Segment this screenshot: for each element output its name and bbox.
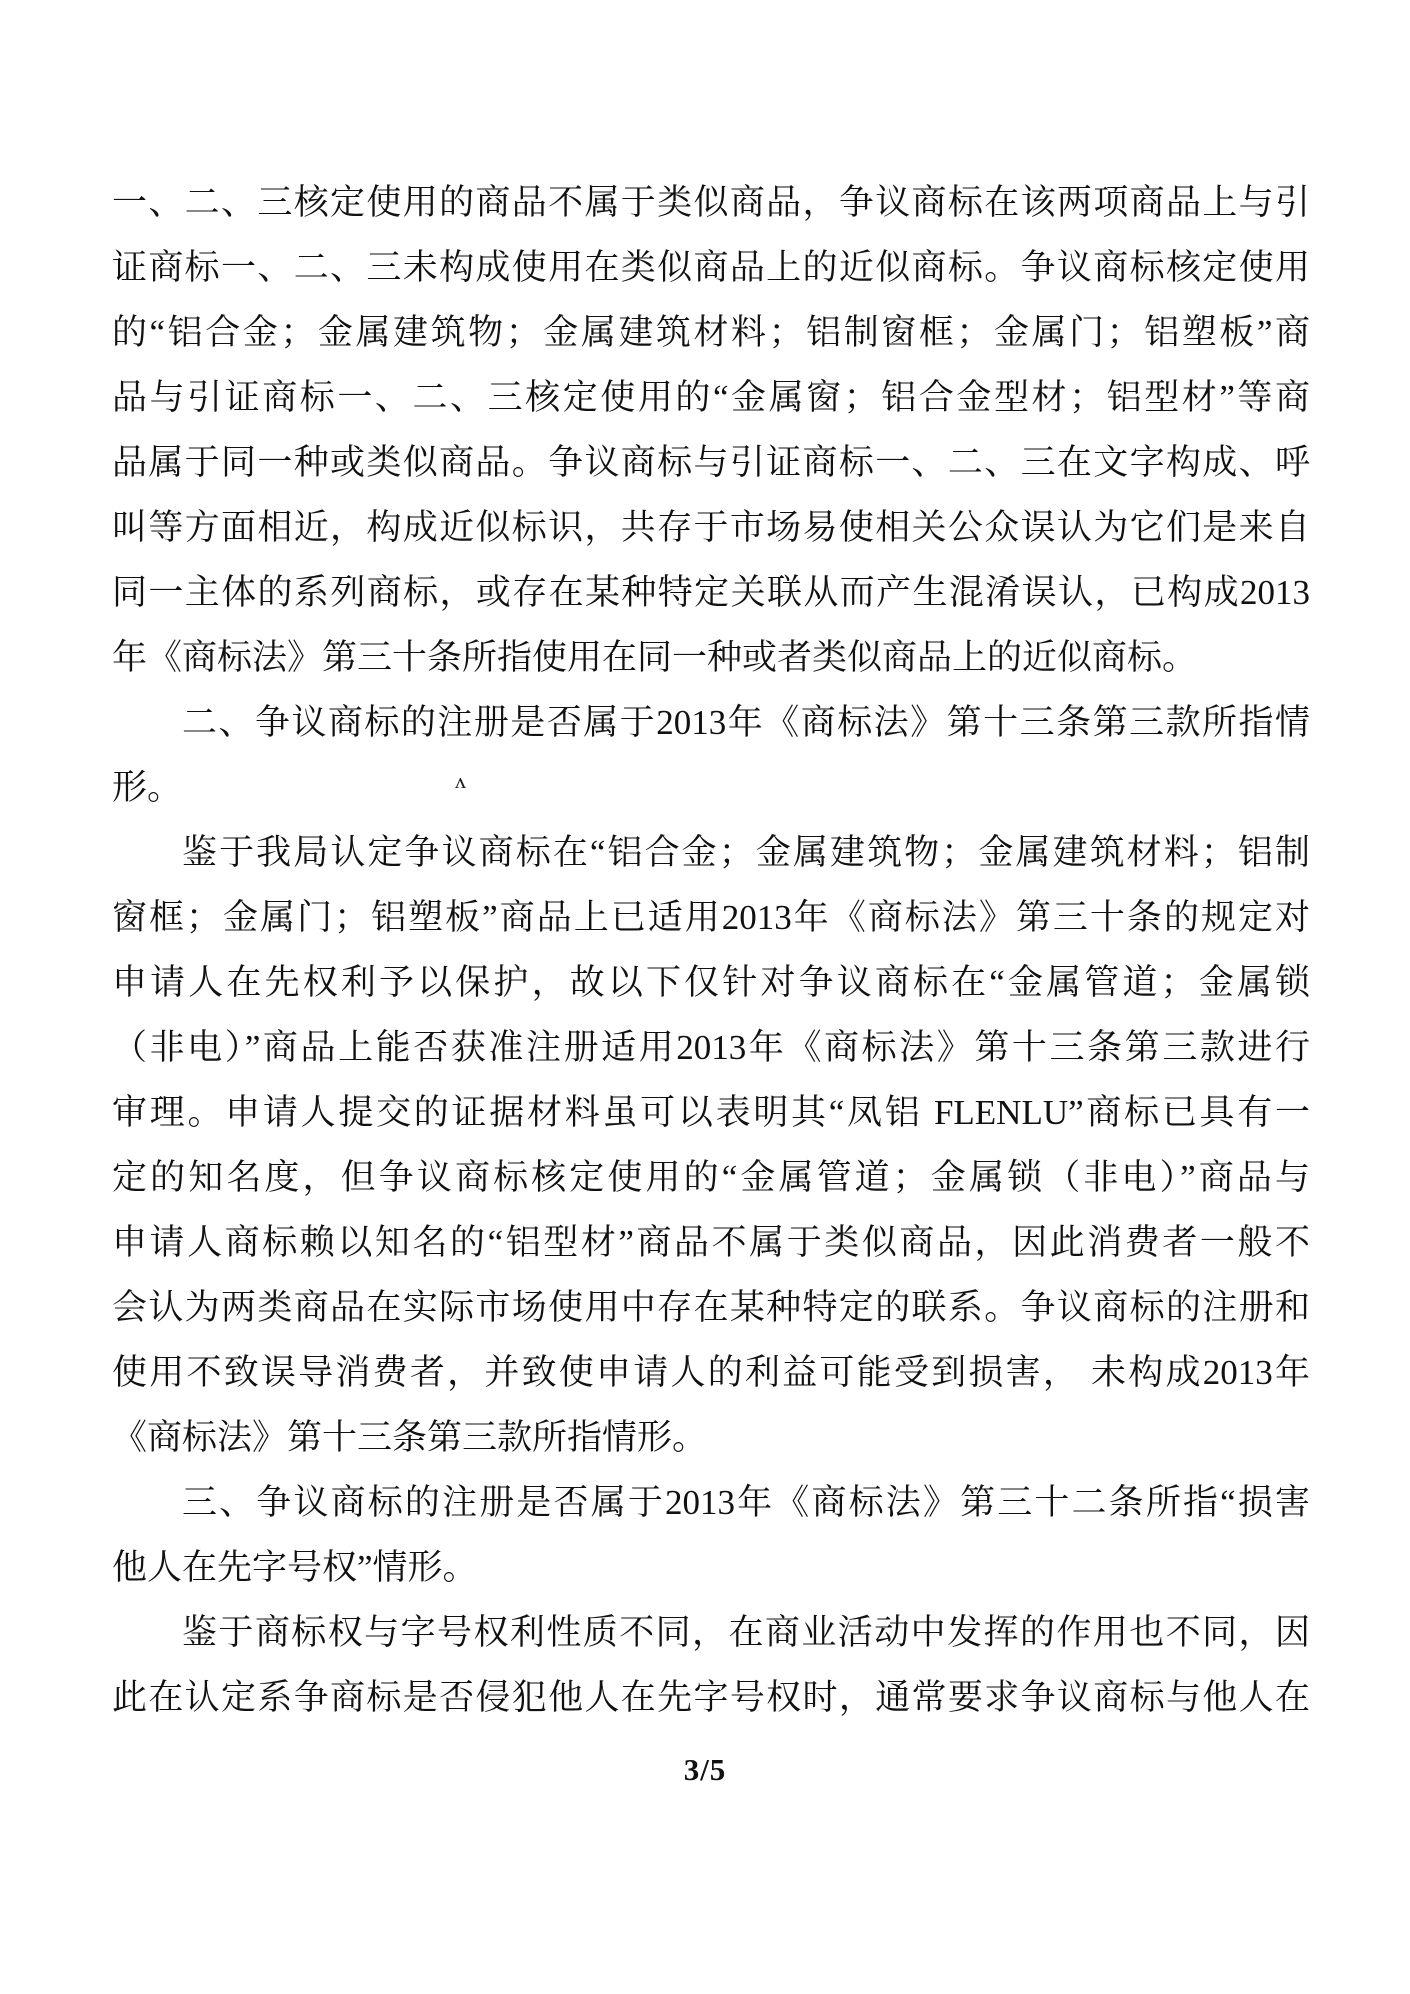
text-line: 申请人商标赖以知名的“铝型材”商品不属于类似商品，因此消费者一般不	[112, 1223, 1310, 1262]
text-line: 证商标一、二、三未构成使用在类似商品上的近似商标。争议商标核定使用	[112, 248, 1310, 287]
text-line: 叫等方面相近，构成近似标识，共存于市场易使相关公众误认为它们是来自	[112, 508, 1310, 547]
text-line: 一、二、三核定使用的商品不属于类似商品，争议商标在该两项商品上与引	[112, 183, 1310, 222]
document-text-block	[112, 170, 1310, 1730]
text-line: 鉴于商标权与字号权利性质不同，在商业活动中发挥的作用也不同，因	[182, 1613, 1310, 1652]
text-line: 他人在先字号权”情形。	[112, 1548, 478, 1587]
text-line: 鉴于我局认定争议商标在“铝合金；金属建筑物；金属建筑材料；铝制	[182, 833, 1310, 872]
text-line: 定的知名度，但争议商标核定使用的“金属管道；金属锁（非电）”商品与	[112, 1158, 1310, 1197]
text-line: 年《商标法》第三十条所指使用在同一种或者类似商品上的近似商标。	[112, 638, 1198, 677]
text-line: （非电）”商品上能否获准注册适用2013年《商标法》第十三条第三款进行	[112, 1028, 1310, 1067]
page-number: 3/5	[683, 1752, 727, 1787]
text-line: 使用不致误导消费者，并致使申请人的利益可能受到损害， 未构成2013年	[112, 1353, 1310, 1392]
text-line: 二、争议商标的注册是否属于2013年《商标法》第十三条第三款所指情	[182, 703, 1310, 742]
text-line: 品与引证商标一、二、三核定使用的“金属窗；铝合金型材；铝型材”等商	[112, 378, 1310, 417]
text-line: 申请人在先权利予以保护，故以下仅针对争议商标在“金属管道；金属锁	[112, 963, 1310, 1002]
text-line: 品属于同一种或类似商品。争议商标与引证商标一、二、三在文字构成、呼	[112, 443, 1310, 482]
text-line: 会认为两类商品在实际市场使用中存在某种特定的联系。争议商标的注册和	[112, 1288, 1310, 1327]
text-line: 审理。申请人提交的证据材料虽可以表明其“凤铝 FLENLU”商标已具有一	[112, 1093, 1310, 1132]
text-line: 形。	[112, 768, 183, 807]
text-line: 同一主体的系列商标，或存在某种特定关联从而产生混淆误认，已构成2013	[112, 573, 1310, 612]
text-line: 窗框；金属门；铝塑板”商品上已适用2013年《商标法》第三十条的规定对	[112, 898, 1310, 937]
text-line: 的“铝合金；金属建筑物；金属建筑材料；铝制窗框；金属门；铝塑板”商	[112, 313, 1310, 352]
text-line: 此在认定系争商标是否侵犯他人在先字号权时，通常要求争议商标与他人在	[112, 1678, 1310, 1717]
text-line: 三、争议商标的注册是否属于2013年《商标法》第三十二条所指“损害	[182, 1483, 1310, 1522]
scan-artifact-mark: ʌ	[455, 768, 466, 793]
text-line: 《商标法》第十三条第三款所指情形。	[112, 1418, 708, 1457]
